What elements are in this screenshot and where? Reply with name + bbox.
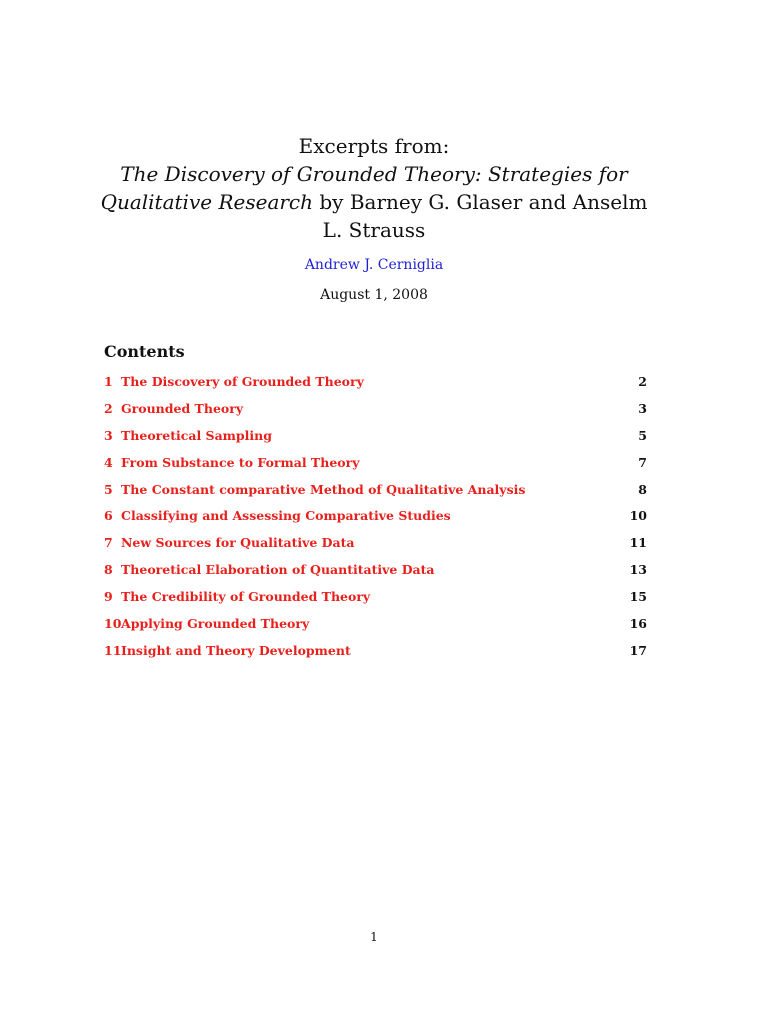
toc-number: 5	[104, 481, 113, 497]
page-number: 1	[370, 930, 378, 944]
document-title	[96, 132, 652, 244]
toc-entry-1[interactable]	[104, 374, 647, 401]
toc-page-number: 5	[638, 427, 647, 443]
toc-title: Grounded Theory	[121, 400, 244, 416]
toc-title: Insight and Theory Development	[121, 642, 351, 658]
toc-page-number: 8	[638, 481, 647, 497]
toc-entry-10[interactable]	[104, 616, 647, 643]
toc-entry-9[interactable]	[104, 589, 647, 616]
toc-page-number: 2	[638, 374, 647, 389]
toc-number: 11	[104, 642, 122, 658]
toc-page-number: 16	[629, 616, 647, 632]
title-book-line	[96, 160, 652, 244]
toc-page-number: 15	[629, 589, 647, 605]
document-date: August 1, 2008	[320, 287, 428, 303]
toc-number: 4	[104, 454, 113, 470]
toc-number: 9	[104, 589, 113, 605]
toc-page-number: 17	[629, 642, 647, 658]
toc-number: 1	[104, 374, 113, 389]
toc-entry-8[interactable]	[104, 562, 647, 589]
toc-number: 8	[104, 562, 113, 578]
toc-entry-2[interactable]	[104, 401, 647, 428]
toc-entry-6[interactable]	[104, 508, 647, 535]
author-link[interactable]: Andrew J. Cerniglia	[304, 257, 444, 273]
toc-page-number: 3	[638, 400, 647, 416]
toc-title: The Credibility of Grounded Theory	[121, 589, 371, 605]
toc-page-number: 13	[629, 562, 647, 578]
toc-title: The Constant comparative Method of Qualitative Analysis	[121, 481, 526, 497]
toc-page-number: 11	[629, 535, 647, 551]
toc-title: Theoretical Elaboration of Quantitative Data	[121, 562, 435, 578]
toc-title: New Sources for Qualitative Data	[121, 535, 355, 551]
toc-number: 2	[104, 400, 113, 416]
toc-page-number: 7	[638, 454, 647, 470]
toc-page-number: 10	[629, 508, 647, 524]
toc-number: 3	[104, 427, 113, 443]
toc-title: Classifying and Assessing Comparative Studies	[121, 508, 451, 524]
toc-number: 6	[104, 508, 113, 524]
title-line-excerpts: Excerpts from:	[298, 134, 450, 158]
book-authors: by Barney G. Glaser and Anselm L. Strauss	[313, 190, 648, 242]
toc-title: Theoretical Sampling	[121, 427, 272, 443]
toc-entry-7[interactable]	[104, 535, 647, 562]
contents-heading: Contents	[104, 342, 185, 361]
toc-number: 10	[104, 616, 122, 632]
toc-title: Applying Grounded Theory	[121, 616, 310, 632]
book-title-italic: The Discovery of Grounded Theory: Strategies for Qualitative Research	[100, 162, 628, 214]
toc-title: The Discovery of Grounded Theory	[121, 374, 364, 389]
toc-entry-4[interactable]	[104, 455, 647, 482]
table-of-contents	[104, 374, 647, 670]
toc-entry-3[interactable]	[104, 428, 647, 455]
toc-entry-5[interactable]	[104, 482, 647, 509]
toc-number: 7	[104, 535, 113, 551]
toc-entry-11[interactable]	[104, 643, 647, 670]
toc-title: From Substance to Formal Theory	[121, 454, 360, 470]
